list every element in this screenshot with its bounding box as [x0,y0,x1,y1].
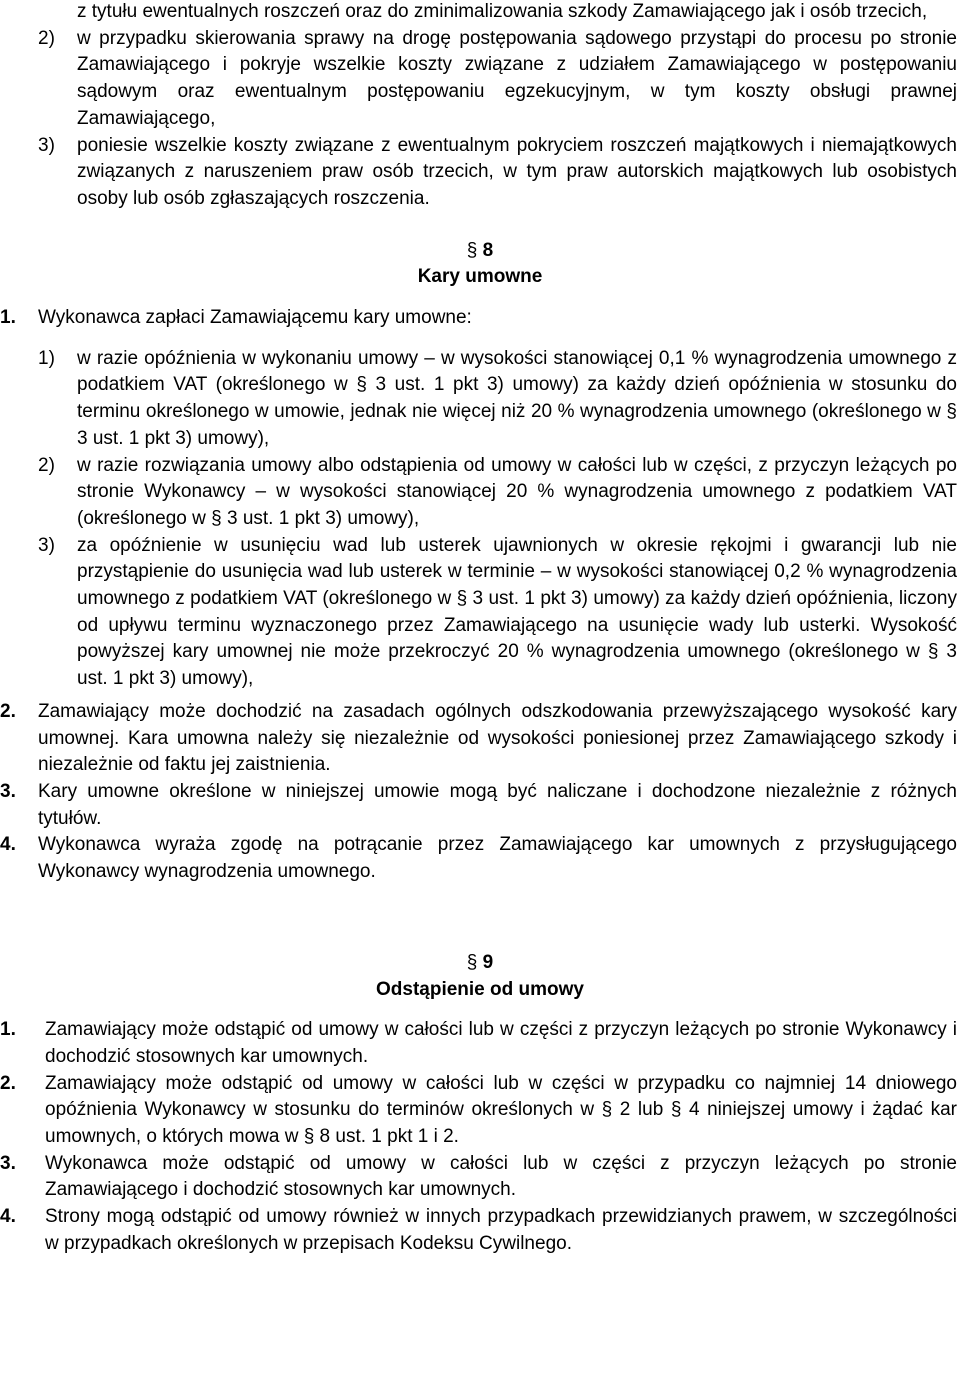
point-text: Wykonawca może odstąpić od umowy w całości lub w części z przyczyn leżących po stronie Zamawiającego i dochodzić stosownych kar umownych. [45,1152,957,1201]
list-item [0,832,960,885]
section-8-heading [0,238,960,291]
list-item [0,779,960,832]
point-text: Strony mogą odstąpić od umowy również w innych przypadkach przewidzianych prawem, w szczególności w przypadkach określonych w przepisach Kodeksu Cywilnego. [45,1206,957,1254]
point-number: 2. [0,700,16,722]
point-text: Wykonawca zapłaci Zamawiającemu kary umowne: [38,307,472,329]
item-number: 3) [38,134,55,156]
item-number: 3) [38,534,55,556]
item-number: 1) [38,347,55,369]
list-item [0,305,960,332]
section-sign: § [466,951,478,973]
item-text: za opóźnienie w usunięciu wad lub usterek ujawnionych w okresie rękojmi i gwarancji lub nie przystąpienie do usunięcia wad lub usterek w terminie – w wysokości stanowiącej 0,2 % wynagrodzenia umownego z podatkiem VAT (określonego w § 3 ust. 1 pkt 3) umowy) za każdy dzień opóźnienia, liczony od upływu terminu wyznaczonego przez Zamawiającego na usunięcie wady lub usterki. Wysokość powyższej kary umownej nie może przekroczyć 20 % wynagrodzenia umownego (określonego w § 3 ust. 1 pkt 3) umowy), [77,534,957,690]
section-number-value: 9 [482,951,494,973]
section-number [0,950,960,977]
point-number: 4. [0,1206,16,1228]
item-text: poniesie wszelkie koszty związane z ewentualnym pokryciem roszczeń majątkowych i niemajątkowych związanych z naruszeniem praw osób trzecich, w tym praw autorskich majątkowych lub osobistych osoby lub osób zgłaszających roszczenia. [77,134,957,209]
list-item [0,346,960,453]
section-9-points [0,1017,960,1257]
point-text: Kary umowne określone w niniejszej umowie mogą być naliczane i dochodzone niezależnie z różnych tytułów. [38,780,957,829]
section-title: Kary umowne [417,266,543,288]
section-number [0,238,960,265]
item-text: w razie opóźnienia w wykonaniu umowy – w wysokości stanowiącej 0,1 % wynagrodzenia umownego z podatkiem VAT (określonego w § 3 ust. 1 pkt 3) umowy) za każdy dzień opóźnienia w stosunku do terminu określonego w umowie, jednak nie więcej niż 20 % wynagrodzenia umownego (określonego w § 3 ust. 1 pkt 3) umowy), [77,347,957,449]
point-text: Zamawiający może odstąpić od umowy w całości lub w części z przyczyn leżących po stronie Wykonawcy i dochodzić stosownych kar umownych. [45,1019,957,1067]
continuation-text: z tytułu ewentualnych roszczeń oraz do zminimalizowania szkody Zamawiającego jak i osób trzecich, [77,1,928,22]
point-number: 4. [0,834,16,856]
list-item [0,26,960,133]
item-number: 2) [38,454,55,476]
point-number: 3. [0,1152,16,1174]
sub-list [0,346,960,693]
item-text: w razie rozwiązania umowy albo odstąpienia od umowy w całości lub w części, z przyczyn leżących po stronie Wykonawcy – w wysokości stanowiącej 20 % wynagrodzenia umownego z podatkiem VAT (określonego w § 3 ust. 1 pkt 3) umowy), [77,454,957,529]
section-number-value: 8 [482,239,494,261]
point-number: 2. [0,1072,16,1094]
item-text: w przypadku skierowania sprawy na drogę postępowania sądowego przystąpi do procesu po stronie Zamawiającego i pokryje wszelkie koszty związane z udziałem Zamawiającego w postępowaniu sądowym oraz ewentualnym postępowaniu egzekucyjnym, w tym koszty obsługi prawnej Zamawiającego, [77,27,957,129]
list-item [0,1204,960,1257]
point-number: 1. [0,1019,16,1041]
list-item [0,699,960,779]
list-item [0,1017,960,1070]
section-title: Odstąpienie od umowy [376,978,584,1000]
list-item [0,133,960,213]
section-sign: § [466,239,478,261]
item-number: 2) [38,27,55,49]
point-text: Wykonawca wyraża zgodę na potrącanie przez Zamawiającego kar umownych z przysługującego Wykonawcy wynagrodzenia umownego. [38,834,957,883]
point-text: Zamawiający może dochodzić na zasadach ogólnych odszkodowania przewyższającego wysokość kary umownej. Kara umowna należy się niezależnie od wysokości poniesionej przez Zamawiającego szkody i niezależnie od faktu jej zaistnienia. [38,700,957,776]
point-number: 3. [0,780,16,802]
point-text: Zamawiający może odstąpić od umowy w całości lub w części w przypadku co najmniej 14 dniowego opóźnienia Wykonawcy w stosunku do terminów określonych w § 2 lub § 4 niniejszej umowy i żądać kar umownych, o których mowa w § 8 ust. 1 pkt 1 i 2. [45,1072,957,1148]
list-item [0,453,960,533]
section-9-heading [0,950,960,1003]
list-item [0,1151,960,1204]
list-item [0,533,960,693]
list-item [0,1071,960,1151]
point-number: 1. [0,307,16,329]
